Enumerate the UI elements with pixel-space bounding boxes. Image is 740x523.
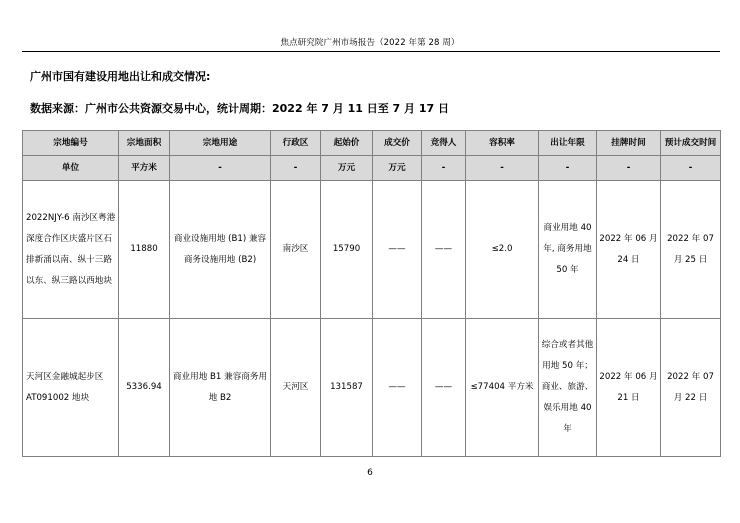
unit-cell: - [539, 156, 597, 181]
col-header: 容积率 [466, 131, 539, 156]
header-divider [22, 51, 720, 52]
plot-ratio-cell: ≤2.0 [466, 181, 539, 319]
unit-cell: - [170, 156, 271, 181]
district-cell: 南沙区 [271, 181, 321, 319]
table-header-row [23, 131, 721, 156]
col-header: 出让年限 [539, 131, 597, 156]
district-cell: 天河区 [271, 319, 321, 457]
winner-cell: —— [422, 181, 466, 319]
col-header: 宗地用途 [170, 131, 271, 156]
plot-ratio-cell: ≤77404 平方米 [466, 319, 539, 457]
page-number: 6 [367, 468, 373, 478]
unit-cell: 平方米 [119, 156, 170, 181]
unit-cell: - [271, 156, 321, 181]
area-cell: 5336.94 [119, 319, 170, 457]
unit-cell: - [661, 156, 721, 181]
deal-price-cell: —— [373, 319, 422, 457]
col-header: 竞得人 [422, 131, 466, 156]
expected-deal-date-cell: 2022 年 07 月 22 日 [661, 319, 721, 457]
units-row [23, 156, 721, 181]
listing-date-cell: 2022 年 06 月 21 日 [597, 319, 661, 457]
col-header: 成交价 [373, 131, 422, 156]
land-transaction-table [22, 130, 721, 457]
data-source-line: 数据来源：广州市公共资源交易中心，统计周期：2022 年 7 月 11 日至 7 月 17 日 [30, 102, 450, 115]
start-price-cell: 131587 [321, 319, 373, 457]
col-header: 挂牌时间 [597, 131, 661, 156]
parcel-id-cell: 2022NJY-6 南沙区粤港深度合作区庆盛片区石排新涌以南、纵十三路以东、纵三路以西地块 [23, 181, 119, 319]
unit-cell: 万元 [373, 156, 422, 181]
expected-deal-date-cell: 2022 年 07 月 25 日 [661, 181, 721, 319]
unit-cell: - [597, 156, 661, 181]
unit-cell: 万元 [321, 156, 373, 181]
col-header: 宗地编号 [23, 131, 119, 156]
deal-price-cell: —— [373, 181, 422, 319]
term-cell: 综合或者其他用地 50 年；商业、旅游、娱乐用地 40 年 [539, 319, 597, 457]
winner-cell: —— [422, 319, 466, 457]
land-use-cell: 商业设施用地 (B1) 兼容商务设施用地 (B2) [170, 181, 271, 319]
land-use-cell: 商业用地 B1 兼容商务用地 B2 [170, 319, 271, 457]
parcel-id-cell: 天河区金融城起步区 AT091002 地块 [23, 319, 119, 457]
col-header: 起始价 [321, 131, 373, 156]
unit-cell: - [422, 156, 466, 181]
col-header: 预计成交时间 [661, 131, 721, 156]
col-header: 宗地面积 [119, 131, 170, 156]
term-cell: 商业用地 40 年, 商务用地 50 年 [539, 181, 597, 319]
start-price-cell: 15790 [321, 181, 373, 319]
section-title: 广州市国有建设用地出让和成交情况: [30, 70, 211, 83]
unit-cell: 单位 [23, 156, 119, 181]
area-cell: 11880 [119, 181, 170, 319]
page-header: 焦点研究院广州市场报告（2022 年第 28 周） [280, 38, 460, 48]
table-row [23, 319, 721, 457]
table-row [23, 181, 721, 319]
listing-date-cell: 2022 年 06 月 24 日 [597, 181, 661, 319]
col-header: 行政区 [271, 131, 321, 156]
unit-cell: - [466, 156, 539, 181]
